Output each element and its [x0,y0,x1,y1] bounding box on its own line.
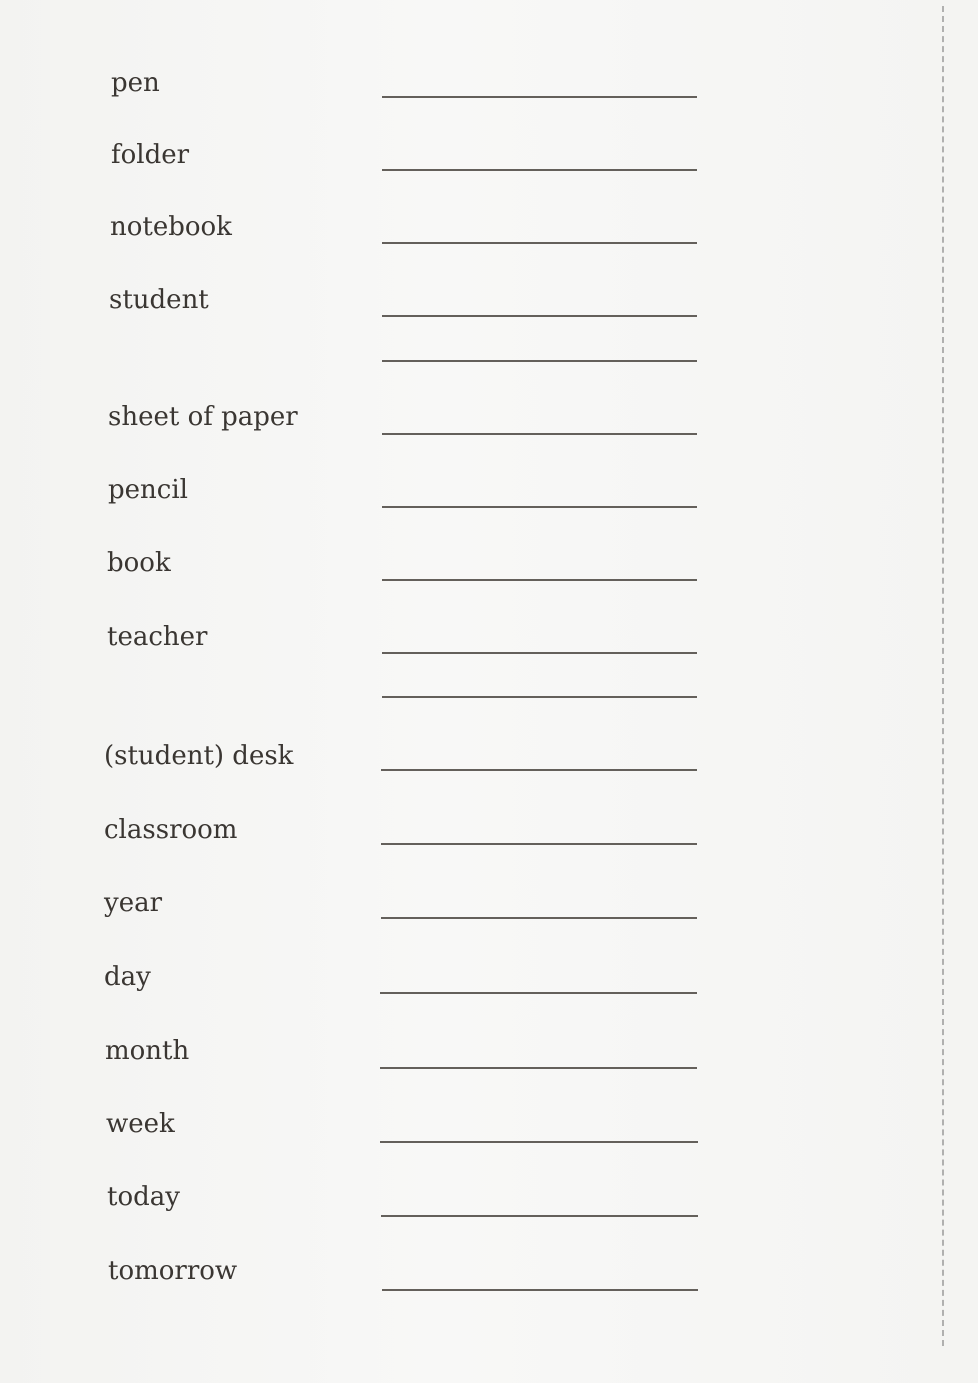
answer-blank[interactable] [382,433,697,435]
answer-blank[interactable] [380,992,697,994]
vocab-word-pencil: pencil [108,475,188,505]
vocab-word-tomorrow: tomorrow [108,1256,238,1286]
answer-blank-extra[interactable] [382,360,697,362]
answer-blank[interactable] [380,1141,698,1143]
answer-blank[interactable] [382,579,697,581]
vocab-word-month: month [105,1036,190,1066]
answer-blank[interactable] [382,169,697,171]
answer-blank[interactable] [382,96,697,98]
answer-blank[interactable] [381,917,697,919]
answer-blank[interactable] [380,1067,697,1069]
answer-blank[interactable] [382,506,697,508]
vocab-word-teacher: teacher [107,622,208,652]
vocab-word-year: year [104,888,163,918]
answer-blank[interactable] [381,1215,698,1217]
vocab-word-book: book [107,548,171,578]
answer-blank-extra[interactable] [382,696,697,698]
answer-blank[interactable] [382,1289,698,1291]
vocab-word-day: day [104,962,151,992]
answer-blank[interactable] [381,843,697,845]
vocab-word-notebook: notebook [110,212,232,242]
vocab-word-week: week [106,1109,175,1139]
answer-blank[interactable] [382,652,697,654]
perforation-line [942,6,944,1346]
vocab-word-sheet-of-paper: sheet of paper [108,402,298,432]
vocab-word-classroom: classroom [104,815,238,845]
answer-blank[interactable] [382,242,697,244]
vocab-word-student: student [109,285,209,315]
answer-blank[interactable] [382,315,697,317]
vocab-word-today: today [107,1182,180,1212]
vocab-word-student-desk: (student) desk [104,741,294,771]
answer-blank[interactable] [381,769,697,771]
vocab-word-folder: folder [111,140,190,170]
vocab-word-pen: pen [111,68,160,98]
